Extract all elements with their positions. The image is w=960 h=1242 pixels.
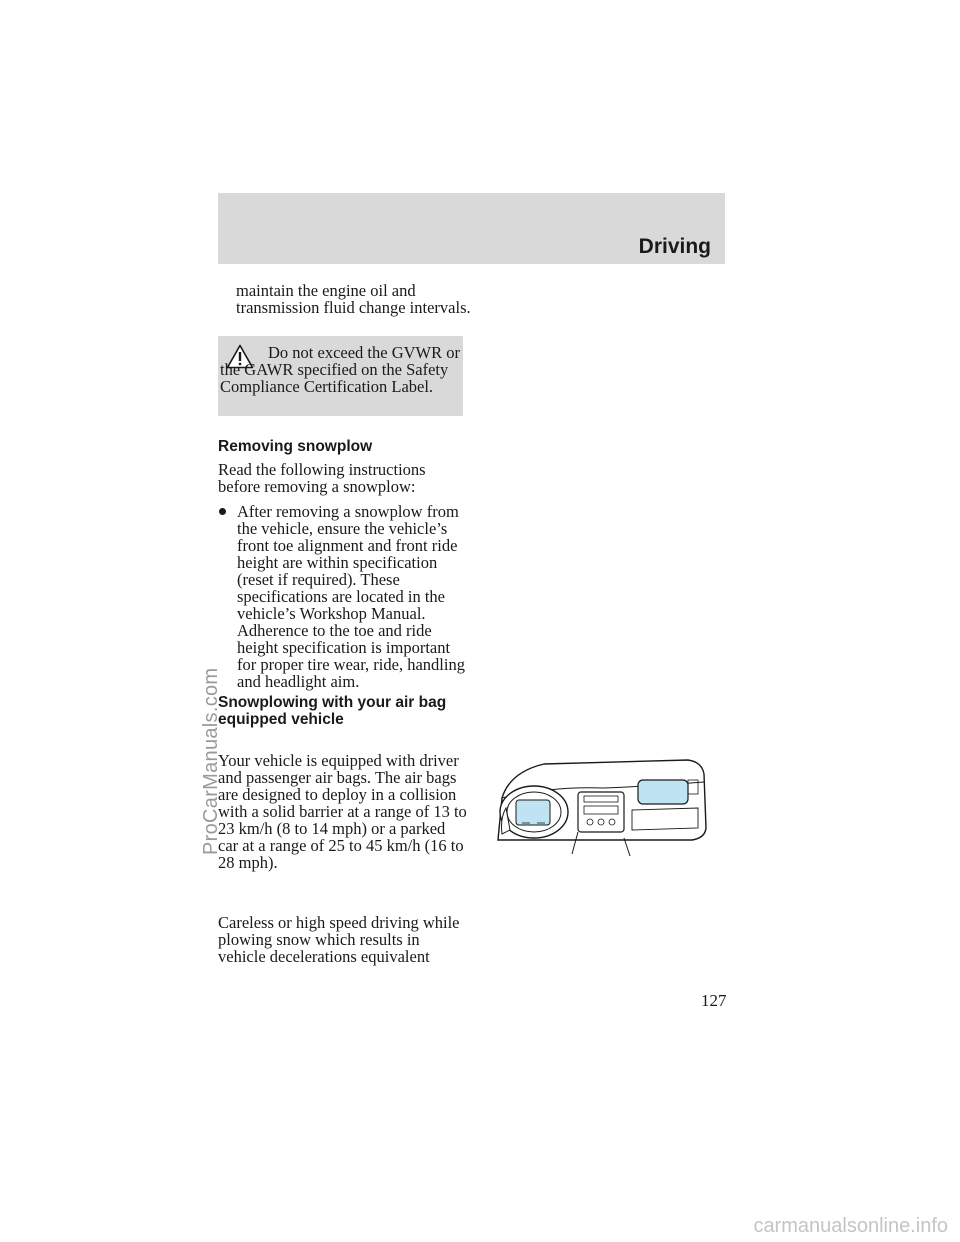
list-item [218, 503, 468, 690]
airbag-paragraph: Your vehicle is equipped with driver and passenger air bags. The air bags are designed to deploy in a collision with a solid barrier at a range of 13 to 23 km/h (8 to 14 mph) or a parked car at a range of 25 to 45 km/h (16 to 28 mph). [218, 751, 467, 872]
section-title: Driving [638, 235, 711, 258]
heading-airbag-snowplowing: Snowplowing with your air bag equipped vehicle [218, 694, 447, 728]
removing-snowplow-intro: Read the following instructions before removing a snowplow: [218, 460, 426, 496]
side-watermark: ProCarManuals.com [200, 667, 222, 855]
bottom-watermark: carmanualsonline.info [753, 1215, 948, 1237]
intro-paragraph: maintain the engine oil and transmission fluid change intervals. [236, 281, 471, 317]
heading-removing-snowplow: Removing snowplow [218, 438, 373, 455]
careless-driving-paragraph: Careless or high speed driving while plowing snow which results in vehicle decelerations equivalent [218, 913, 460, 966]
bullet-icon [219, 508, 226, 515]
dashboard-airbag-illustration [492, 738, 710, 856]
bullet-text: After removing a snowplow from the vehicle, ensure the vehicle’s front toe alignment and front ride height are within specification (reset if required). These specifications are located in the vehicle’s Workshop Manual. Adherence to the toe and ride height specification is important for proper tire wear, ride, handling and headlight aim. [237, 502, 465, 691]
section-header-band [218, 193, 725, 264]
page-number: 127 [701, 991, 727, 1010]
warning-text: Do not exceed the GVWR or the GAWR specified on the Safety Compliance Certification Label. [220, 343, 460, 396]
warning-box [218, 336, 463, 416]
